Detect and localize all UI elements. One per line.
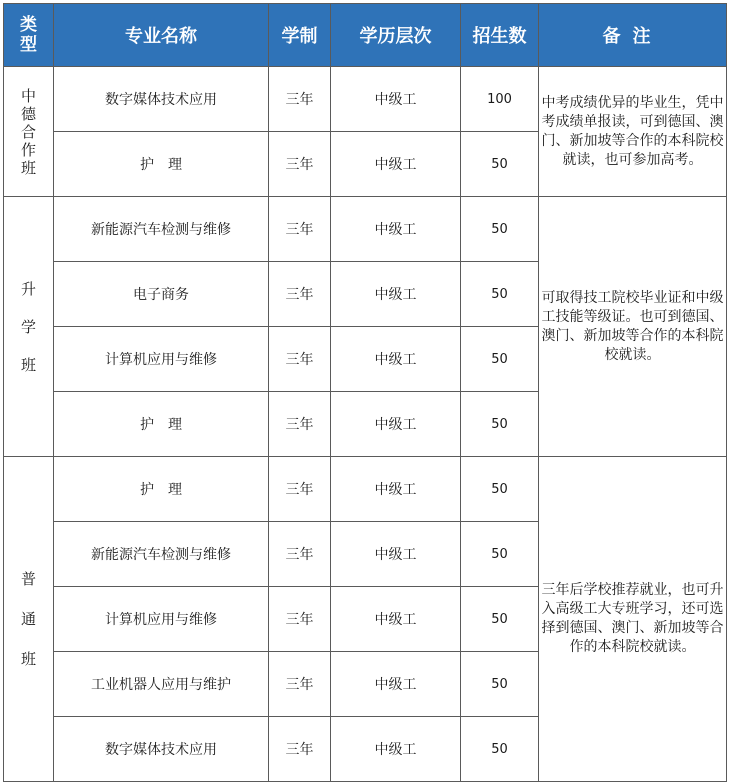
enrollment-table (3, 3, 727, 782)
note-cell-regular: 三年后学校推荐就业，也可升入高级工大专班学习，还可选择到德国、澳门、新加坡等合作的本科院校就读。 (539, 457, 727, 782)
table-row (4, 197, 727, 262)
count-cell: 50 (461, 522, 539, 587)
count-cell: 100 (461, 67, 539, 132)
note-cell-further-study: 可取得技工院校毕业证和中级工技能等级证。也可到德国、澳门、新加坡等合作的本科院校就读。 (539, 197, 727, 457)
years-cell: 三年 (269, 392, 331, 457)
level-cell: 中级工 (331, 457, 461, 522)
major-cell: 新能源汽车检测与维修 (54, 522, 269, 587)
header-type (4, 4, 54, 67)
count-cell: 50 (461, 717, 539, 782)
table-row (4, 457, 727, 522)
major-cell: 计算机应用与维修 (54, 327, 269, 392)
major-cell: 数字媒体技术应用 (54, 717, 269, 782)
level-cell: 中级工 (331, 262, 461, 327)
level-cell: 中级工 (331, 67, 461, 132)
count-cell: 50 (461, 262, 539, 327)
major-cell: 工业机器人应用与维护 (54, 652, 269, 717)
header-note: 备注 (539, 4, 727, 67)
level-cell: 中级工 (331, 132, 461, 197)
level-cell: 中级工 (331, 327, 461, 392)
count-cell: 50 (461, 587, 539, 652)
years-cell: 三年 (269, 262, 331, 327)
level-cell: 中级工 (331, 652, 461, 717)
count-cell: 50 (461, 392, 539, 457)
type-cell-sino-german: 中 德 合 作 班 (4, 67, 54, 197)
level-cell: 中级工 (331, 197, 461, 262)
type-cell-regular: 普 通 班 (4, 457, 54, 782)
major-cell: 护 理 (54, 392, 269, 457)
years-cell: 三年 (269, 197, 331, 262)
years-cell: 三年 (269, 717, 331, 782)
header-row (4, 4, 727, 67)
years-cell: 三年 (269, 652, 331, 717)
header-years: 学制 (269, 4, 331, 67)
major-cell: 护 理 (54, 457, 269, 522)
major-cell: 护 理 (54, 132, 269, 197)
major-cell: 计算机应用与维修 (54, 587, 269, 652)
major-cell: 新能源汽车检测与维修 (54, 197, 269, 262)
note-cell-sino-german: 中考成绩优异的毕业生，凭中考成绩单报读，可到德国、澳门、新加坡等合作的本科院校就读，也可参加高考。 (539, 67, 727, 197)
header-count: 招生数 (461, 4, 539, 67)
header-level: 学历层次 (331, 4, 461, 67)
level-cell: 中级工 (331, 392, 461, 457)
years-cell: 三年 (269, 67, 331, 132)
years-cell: 三年 (269, 327, 331, 392)
header-major: 专业名称 (54, 4, 269, 67)
header-type-chars: 类 型 (20, 15, 37, 55)
years-cell: 三年 (269, 132, 331, 197)
count-cell: 50 (461, 197, 539, 262)
count-cell: 50 (461, 327, 539, 392)
table-row (4, 67, 727, 132)
type-cell-further-study: 升 学 班 (4, 197, 54, 457)
years-cell: 三年 (269, 457, 331, 522)
count-cell: 50 (461, 652, 539, 717)
years-cell: 三年 (269, 522, 331, 587)
level-cell: 中级工 (331, 587, 461, 652)
level-cell: 中级工 (331, 522, 461, 587)
years-cell: 三年 (269, 587, 331, 652)
major-cell: 数字媒体技术应用 (54, 67, 269, 132)
major-cell: 电子商务 (54, 262, 269, 327)
count-cell: 50 (461, 457, 539, 522)
level-cell: 中级工 (331, 717, 461, 782)
count-cell: 50 (461, 132, 539, 197)
